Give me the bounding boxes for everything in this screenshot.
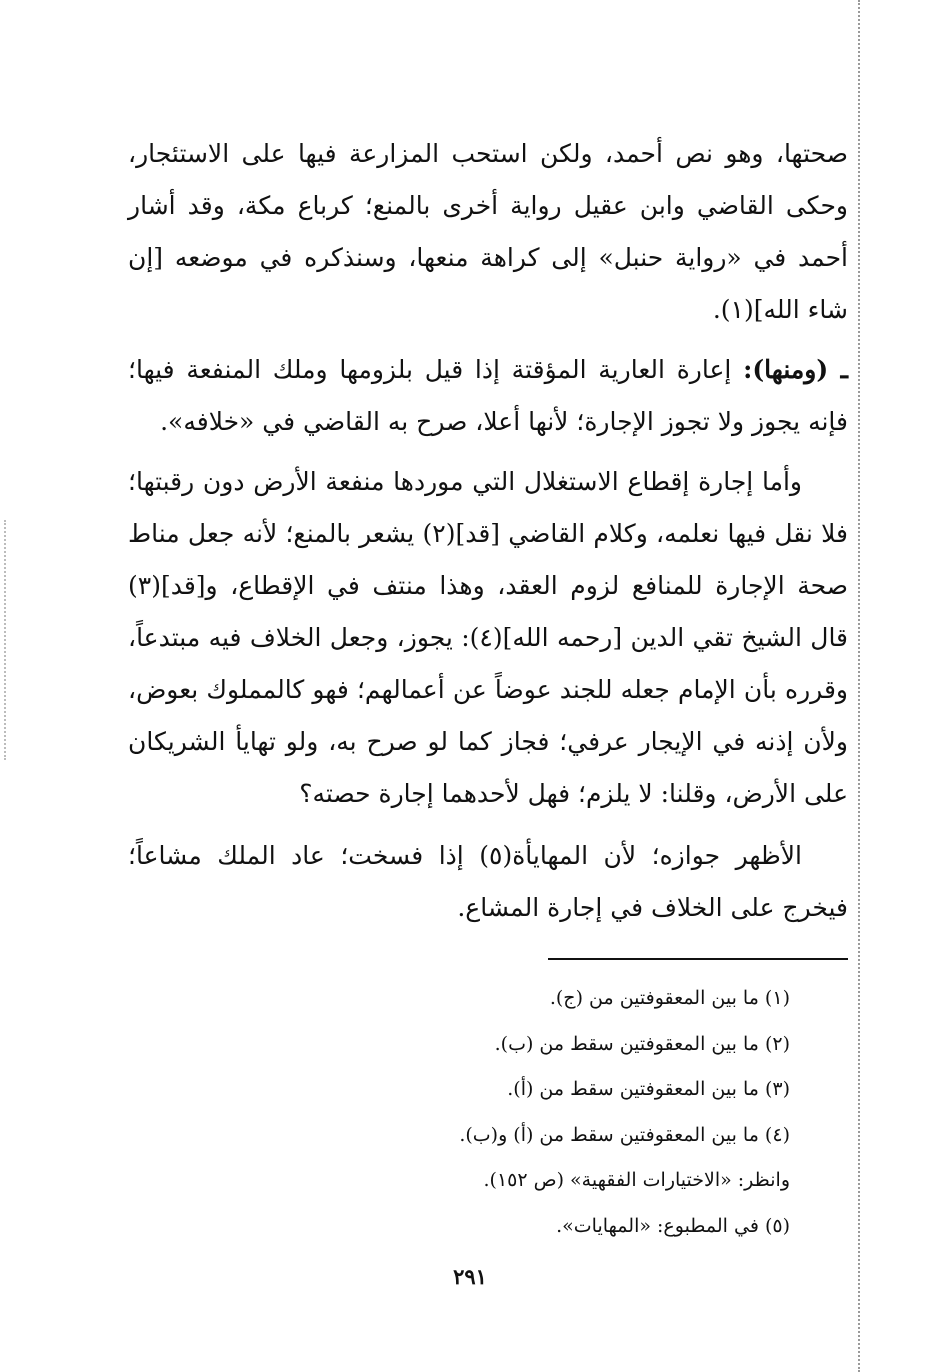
paragraph-4-text: الأظهر جوازه؛ لأن المهايأة(٥) إذا فسخت؛ عاد الملك مشاعاً؛ فيخرج على الخلاف في إجارة المشاع. [128, 841, 848, 922]
footnote-4-continued: وانظر: «الاختيارات الفقهية» (ص ١٥٢). [483, 1169, 790, 1191]
footnote-2: (٢) ما بين المعقوفتين سقط من (ب). [494, 1032, 790, 1055]
paragraph-1: صحتها، وهو نص أحمد، ولكن استحب المزارعة فيها على الاستئجار، وحكى القاضي وابن عقيل رواية أخرى بالمنع؛ كرباع مكة، وقد أشار أحمد في «رواية حنبل» إلى كراهة منعها، وسنذكره في موضعه [إن شاء الله](١). [128, 139, 848, 324]
footnote-1: (١) ما بين المعقوفتين من (ج). [549, 987, 790, 1009]
footnote-separator [548, 958, 848, 960]
paragraph-2 [128, 344, 848, 448]
footnote-3: (٣) ما بين المعقوفتين سقط من (أ). [507, 1078, 790, 1100]
paragraph-2-text: إعارة العارية المؤقتة إذا قيل بلزومها وملك المنفعة فيها؛ فإنه يجوز ولا تجوز الإجارة؛ لأنها أعلا، صرح به القاضي في «خلافه». [128, 355, 848, 436]
page-edge-dotted-line [858, 0, 860, 1372]
footnotes [300, 976, 790, 1249]
paragraph-4 [128, 830, 848, 934]
paragraph-3 [128, 456, 848, 820]
paragraph-3-text: وأما إجارة إقطاع الاستغلال التي موردها منفعة الأرض دون رقبتها؛ فلا نقل فيها نعلمه، وكلام القاضي [قد](٢) يشعر بالمنع؛ لأنه جعل مناط صحة الإجارة للمنافع لزوم العقد، وهذا منتف في الإقطاع، و[قد](٣) قال الشيخ تقي الدين [رحمه الله](٤): يجوز، وجعل الخلاف فيه مبتدعاً، وقرره بأن الإمام جعله للجند عوضاً عن أعمالهم؛ فهو كالمملوك بعوض، ولأن إذنه في الإيجار عرفي؛ فجاز كما لو صرح به، ولو تهايأ الشريكان على الأرض، وقلنا: لا يلزم؛ فهل لأحدهما إجارة حصته؟ [128, 467, 849, 808]
paragraph-2-lead: ـ (ومنها): [743, 355, 848, 384]
footnote-5: (٥) في المطبوع: «المهايات». [556, 1214, 790, 1237]
page-number: ٢٩١ [453, 1264, 487, 1289]
footnote-4: (٤) ما بين المعقوفتين سقط من (أ) و(ب). [459, 1123, 790, 1146]
page-edge-dotted-line-left [4, 520, 6, 760]
